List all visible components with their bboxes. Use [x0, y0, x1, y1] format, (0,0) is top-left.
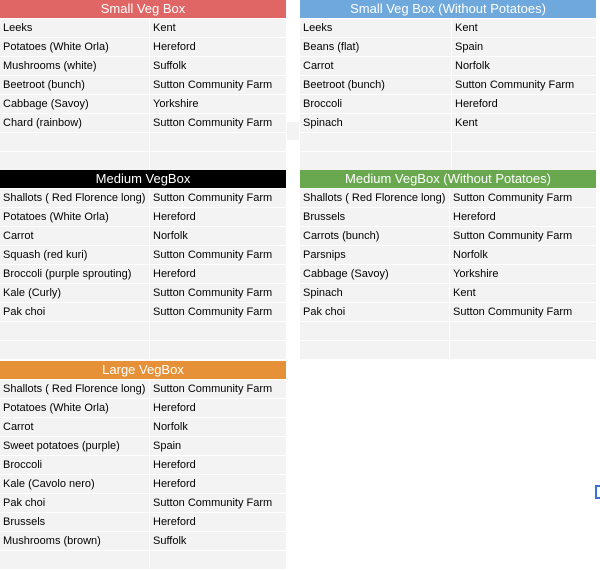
origin-cell[interactable]: Suffolk: [150, 57, 286, 75]
vegetable-cell[interactable]: [0, 341, 150, 359]
origin-cell[interactable]: Hereford: [150, 265, 286, 283]
origin-cell[interactable]: Yorkshire: [450, 265, 596, 283]
vegetable-cell[interactable]: Pak choi: [300, 303, 450, 321]
vegetable-cell[interactable]: [0, 322, 150, 340]
vegetable-cell[interactable]: Brussels: [0, 513, 150, 531]
small-veg-box-table: [0, 0, 286, 171]
table-row: [300, 189, 596, 208]
vegetable-cell[interactable]: Brussels: [300, 208, 450, 226]
small-veg-box-without-potatoes-table: [300, 0, 596, 171]
vegetable-cell[interactable]: Kale (Curly): [0, 284, 150, 302]
vegetable-cell[interactable]: [0, 152, 150, 170]
vegetable-cell[interactable]: Chard (rainbow): [0, 114, 150, 132]
table-row: [0, 551, 286, 570]
origin-cell[interactable]: Sutton Community Farm: [150, 494, 286, 512]
origin-cell[interactable]: Suffolk: [150, 532, 286, 550]
medium-vegbox-without-potatoes-table: [300, 170, 596, 360]
origin-cell[interactable]: Kent: [452, 114, 596, 132]
origin-cell[interactable]: Sutton Community Farm: [150, 380, 286, 398]
cell-selection-handle[interactable]: [595, 485, 600, 499]
vegetable-cell[interactable]: Broccoli: [0, 456, 150, 474]
vegetable-cell[interactable]: Broccoli: [300, 95, 452, 113]
table-row: [300, 303, 596, 322]
vegetable-cell[interactable]: Leeks: [0, 19, 150, 37]
origin-cell[interactable]: Norfolk: [450, 246, 596, 264]
table-row: [0, 57, 286, 76]
table-row: [0, 76, 286, 95]
table-row: [300, 57, 596, 76]
table-row: [0, 133, 286, 152]
vegetable-cell[interactable]: Carrot: [0, 418, 150, 436]
vegetable-cell[interactable]: [0, 133, 150, 151]
table-row: [0, 227, 286, 246]
vegetable-cell[interactable]: Shallots ( Red Florence long): [300, 189, 450, 207]
origin-cell[interactable]: Sutton Community Farm: [450, 303, 596, 321]
medium-vegbox-table: [0, 170, 286, 360]
table-row: [0, 265, 286, 284]
vegetable-cell[interactable]: Mushrooms (brown): [0, 532, 150, 550]
table-row: [300, 284, 596, 303]
vegetable-cell[interactable]: [0, 551, 150, 569]
spreadsheet-cell[interactable]: [287, 122, 299, 140]
table-row: [0, 95, 286, 114]
table-row: [0, 456, 286, 475]
table-row: [300, 152, 596, 171]
vegetable-cell[interactable]: Shallots ( Red Florence long): [0, 380, 150, 398]
table-row: [0, 284, 286, 303]
table-row: [0, 208, 286, 227]
origin-cell[interactable]: [450, 341, 596, 359]
origin-cell[interactable]: Sutton Community Farm: [150, 303, 286, 321]
origin-cell[interactable]: Norfolk: [452, 57, 596, 75]
vegetable-cell[interactable]: Cabbage (Savoy): [300, 265, 450, 283]
table-row: [0, 532, 286, 551]
vegetable-cell[interactable]: Shallots ( Red Florence long): [0, 189, 150, 207]
origin-cell[interactable]: [450, 322, 596, 340]
origin-cell[interactable]: [150, 551, 286, 569]
vegetable-cell[interactable]: Kale (Cavolo nero): [0, 475, 150, 493]
origin-cell[interactable]: Spain: [452, 38, 596, 56]
large-vegbox-table: [0, 361, 286, 570]
origin-cell[interactable]: Sutton Community Farm: [450, 189, 596, 207]
origin-cell[interactable]: Hereford: [150, 208, 286, 226]
table-row: [0, 152, 286, 171]
vegetable-cell[interactable]: Leeks: [300, 19, 452, 37]
origin-cell[interactable]: Norfolk: [150, 227, 286, 245]
vegetable-cell[interactable]: Mushrooms (white): [0, 57, 150, 75]
table-row: [0, 437, 286, 456]
table-row: [0, 399, 286, 418]
vegetable-cell[interactable]: Beans (flat): [300, 38, 452, 56]
vegetable-cell[interactable]: Pak choi: [0, 303, 150, 321]
origin-cell[interactable]: Sutton Community Farm: [150, 114, 286, 132]
table-title[interactable]: Large VegBox: [0, 361, 286, 380]
origin-cell[interactable]: Yorkshire: [150, 95, 286, 113]
vegetable-cell[interactable]: Sweet potatoes (purple): [0, 437, 150, 455]
vegetable-cell[interactable]: [300, 341, 450, 359]
table-row: [300, 227, 596, 246]
table-row: [0, 475, 286, 494]
vegetable-cell[interactable]: Carrot: [0, 227, 150, 245]
origin-cell[interactable]: Sutton Community Farm: [452, 76, 596, 94]
table-row: [0, 189, 286, 208]
origin-cell[interactable]: Kent: [150, 19, 286, 37]
origin-cell[interactable]: Kent: [452, 19, 596, 37]
table-row: [0, 303, 286, 322]
origin-cell[interactable]: [452, 133, 596, 151]
table-title[interactable]: Medium VegBox (Without Potatoes): [300, 170, 596, 189]
table-row: [0, 19, 286, 38]
origin-cell[interactable]: Hereford: [452, 95, 596, 113]
origin-cell[interactable]: Hereford: [150, 38, 286, 56]
table-row: [300, 208, 596, 227]
origin-cell[interactable]: [150, 133, 286, 151]
vegetable-cell[interactable]: Potatoes (White Orla): [0, 208, 150, 226]
table-row: [0, 114, 286, 133]
vegetable-cell[interactable]: Beetroot (bunch): [300, 76, 452, 94]
table-row: [300, 265, 596, 284]
table-title[interactable]: Small Veg Box: [0, 0, 286, 19]
table-row: [300, 114, 596, 133]
table-row: [0, 322, 286, 341]
origin-cell[interactable]: Norfolk: [150, 418, 286, 436]
vegetable-cell[interactable]: [300, 322, 450, 340]
origin-cell[interactable]: Sutton Community Farm: [450, 227, 596, 245]
table-row: [0, 494, 286, 513]
origin-cell[interactable]: Spain: [150, 437, 286, 455]
origin-cell[interactable]: Sutton Community Farm: [150, 246, 286, 264]
vegetable-cell[interactable]: [300, 133, 452, 151]
origin-cell[interactable]: [150, 341, 286, 359]
table-row: [300, 76, 596, 95]
table-title[interactable]: Medium VegBox: [0, 170, 286, 189]
table-row: [0, 38, 286, 57]
vegetable-cell[interactable]: Carrots (bunch): [300, 227, 450, 245]
table-row: [0, 418, 286, 437]
vegetable-cell[interactable]: Spinach: [300, 284, 450, 302]
origin-cell[interactable]: [150, 152, 286, 170]
table-row: [300, 19, 596, 38]
vegetable-cell[interactable]: Broccoli (purple sprouting): [0, 265, 150, 283]
origin-cell[interactable]: Hereford: [150, 513, 286, 531]
table-title[interactable]: Small Veg Box (Without Potatoes): [300, 0, 596, 19]
table-row: [0, 513, 286, 532]
origin-cell[interactable]: Hereford: [450, 208, 596, 226]
table-row: [300, 133, 596, 152]
vegetable-cell[interactable]: Squash (red kuri): [0, 246, 150, 264]
table-row: [300, 341, 596, 360]
vegetable-cell[interactable]: Beetroot (bunch): [0, 76, 150, 94]
vegetable-cell[interactable]: Potatoes (White Orla): [0, 399, 150, 417]
origin-cell[interactable]: Sutton Community Farm: [150, 189, 286, 207]
table-row: [0, 246, 286, 265]
origin-cell[interactable]: Hereford: [150, 399, 286, 417]
vegetable-cell[interactable]: [300, 152, 452, 170]
vegetable-cell[interactable]: Carrot: [300, 57, 452, 75]
origin-cell[interactable]: Sutton Community Farm: [150, 284, 286, 302]
vegetable-cell[interactable]: Pak choi: [0, 494, 150, 512]
table-row: [0, 380, 286, 399]
vegetable-cell[interactable]: Potatoes (White Orla): [0, 38, 150, 56]
origin-cell[interactable]: [150, 322, 286, 340]
table-row: [300, 322, 596, 341]
origin-cell[interactable]: Hereford: [150, 456, 286, 474]
table-row: [0, 341, 286, 360]
vegetable-cell[interactable]: Cabbage (Savoy): [0, 95, 150, 113]
table-row: [300, 38, 596, 57]
table-row: [300, 246, 596, 265]
origin-cell[interactable]: Sutton Community Farm: [150, 76, 286, 94]
table-row: [300, 95, 596, 114]
origin-cell[interactable]: Kent: [450, 284, 596, 302]
vegetable-cell[interactable]: Spinach: [300, 114, 452, 132]
origin-cell[interactable]: [452, 152, 596, 170]
vegetable-cell[interactable]: Parsnips: [300, 246, 450, 264]
origin-cell[interactable]: Hereford: [150, 475, 286, 493]
